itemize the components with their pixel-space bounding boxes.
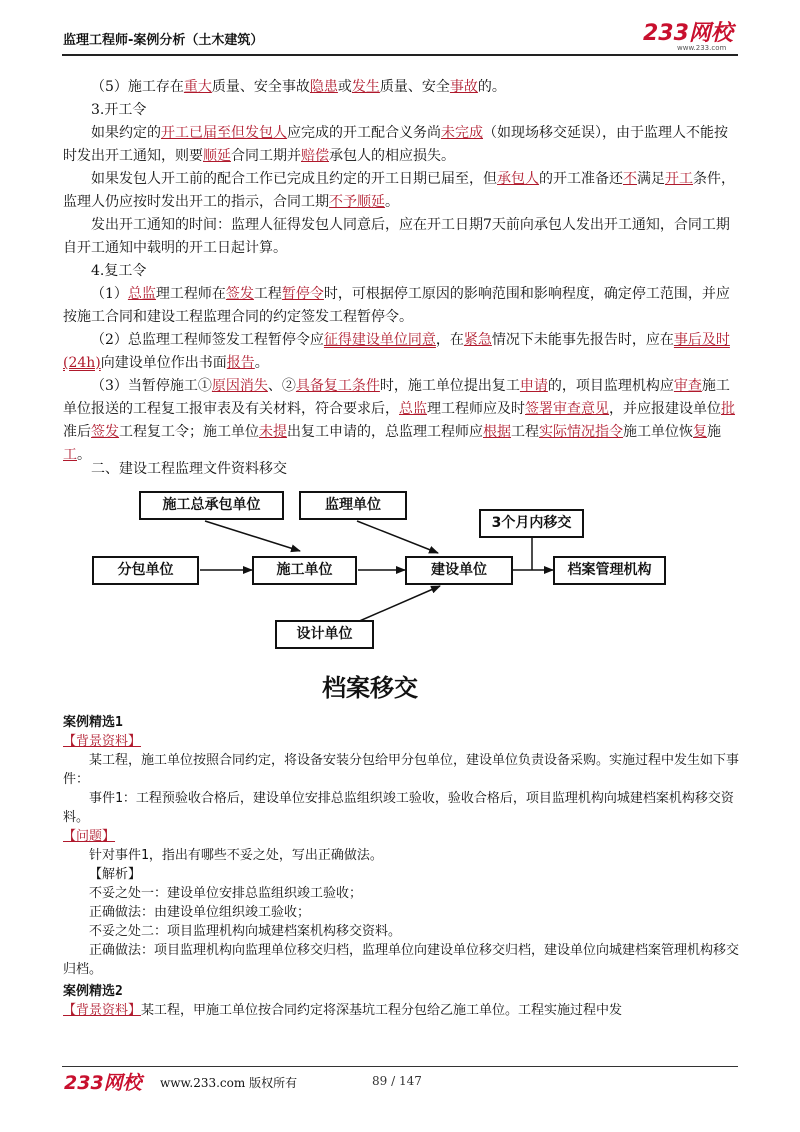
logo-text: 233网校 — [643, 21, 733, 46]
paragraph-item5: （5）施工存在重大质量、安全事故隐患或发生质量、安全事故的。 — [91, 79, 506, 95]
arrow-general-to-builder — [205, 521, 300, 551]
page-number: 89 / 147 — [372, 1074, 422, 1088]
section-heading-resume-order: 4.复工令 — [91, 263, 147, 279]
logo-url: www.233.com — [677, 44, 727, 52]
node-within-3-months: 3个月内移交 — [479, 509, 584, 538]
case1-event: 事件1：工程预验收合格后，建设单位安排总监组织竣工验收，验收合格后，项目监理机构向城建档案机构移交资料。 — [63, 791, 734, 825]
node-subcontractor: 分包单位 — [92, 556, 199, 585]
document-header-title: 监理工程师-案例分析（土木建筑） — [63, 33, 264, 48]
paragraph-resume-2: （2）总监理工程师签发工程暂停令应征得建设单位同意，在紧急情况下未能事先报告时，应在事后及时(24h)向建设单位作出书面报告。 — [63, 332, 730, 371]
arrow-supervisor-to-owner — [357, 521, 438, 553]
case1-title: 案例精选1 — [63, 715, 123, 730]
node-design-unit: 设计单位 — [275, 620, 374, 649]
paragraph-start-notice-time: 发出开工通知的时间：监理人征得发包人同意后，应在开工日期7天前向承包人发出开工通知，合同工期自开工通知中载明的开工日起计算。 — [63, 217, 730, 256]
section-heading-start-order: 3.开工令 — [91, 102, 147, 118]
paragraph-resume-1: （1）总监理工程师在签发工程暂停令时，可根据停工原因的影响范围和影响程度，确定停工范围，并应按施工合同和建设工程监理合同的约定签发工程暂停令。 — [63, 286, 730, 325]
case1-bg-tag: 【背景资料】 — [63, 734, 142, 749]
case1-bg-text: 某工程，施工单位按照合同约定，将设备安装分包给甲分包单位，建设单位负责设备采购。实施过程中发生如下事件： — [63, 753, 740, 787]
section-heading-doc-transfer: 二、建设工程监理文件资料移交 — [91, 461, 287, 477]
case1-answer-2: 正确做法：由建设单位组织竣工验收； — [89, 905, 311, 920]
node-supervision-unit: 监理单位 — [299, 491, 407, 520]
case1-question-text: 针对事件1，指出有哪些不妥之处，写出正确做法。 — [89, 848, 383, 863]
footer-copyright: www.233.com 版权所有 — [160, 1076, 298, 1090]
case1-answer-3: 不妥之处二：项目监理机构向城建档案机构移交资料。 — [89, 924, 402, 939]
node-general-contractor: 施工总承包单位 — [139, 491, 284, 520]
node-owner-unit: 建设单位 — [405, 556, 513, 585]
case2-title: 案例精选2 — [63, 984, 123, 999]
footer-logo-text: 233网校 — [64, 1072, 142, 1094]
case1-answer-1: 不妥之处一：建设单位安排总监组织竣工验收； — [89, 886, 363, 901]
footer-logo — [63, 1070, 153, 1094]
case1-answer-4: 正确做法：项目监理机构向监理单位移交归档，监理单位向建设单位移交归档，建设单位向城建档案管理机构移交归档。 — [63, 943, 740, 977]
node-archive-agency: 档案管理机构 — [553, 556, 666, 585]
paragraph-start-not-ready: 如果发包人开工前的配合工作已完成且约定的开工日期已届至，但承包人的开工准备还不满足开工条件，监理人仍应按时发出开工的指示，合同工期不予顺延。 — [63, 171, 735, 210]
paragraph-resume-3: （3）当暂停施工①原因消失、②具备复工条件时，施工单位提出复工申请的，项目监理机构应审查施工单位报送的工程复工报审表及有关材料，符合要求后，总监理工程师应及时签署审查意见，并应报建设单位批准后签发工程复工令；施工单位未提出复工申请的，总监理工程师应根据工程实际情况指令施工单位恢复施工。 — [63, 378, 735, 463]
case1-answer-tag: 【解析】 — [89, 867, 142, 882]
footer-rule — [62, 1066, 738, 1067]
node-construction-unit: 施工单位 — [252, 556, 357, 585]
case2-bg: 【背景资料】某工程，甲施工单位按合同约定将深基坑工程分包给乙施工单位。工程实施过程中发 — [63, 1003, 623, 1018]
case1-question-tag: 【问题】 — [63, 829, 116, 844]
diagram-title: 档案移交 — [322, 674, 418, 702]
paragraph-start-delay: 如果约定的开工已届至但发包人应完成的开工配合义务尚未完成（如现场移交延误），由于监理人不能按时发出开工通知，则要顺延合同工期并赔偿承包人的相应损失。 — [63, 125, 728, 164]
